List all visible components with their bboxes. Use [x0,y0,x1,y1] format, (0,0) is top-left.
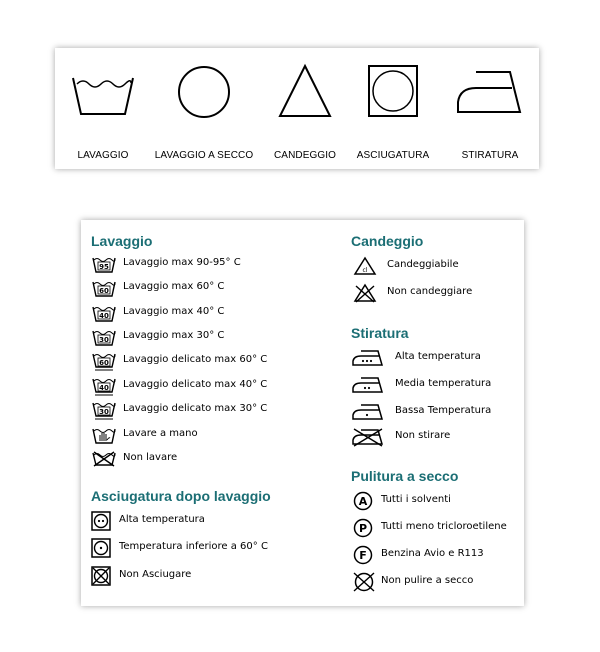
symbol-lavaggio-secco [149,62,259,172]
svg-text:95: 95 [99,262,109,271]
svg-text:P: P [358,522,368,535]
symbol-label: STIRATURA [461,150,519,161]
tumble-dry-icon [363,62,423,122]
dry-clean-p-icon [353,518,373,538]
no-iron-icon [351,427,385,447]
svg-text:40: 40 [99,383,109,392]
wash-delicate-40-icon [91,376,117,398]
circle-icon [174,62,234,122]
stiratura-title: Stiratura [351,325,409,341]
wash-delicate-30-icon [91,400,117,422]
symbol-stiratura [441,62,539,172]
no-tumble-dry-icon [91,566,111,586]
svg-text:cl: cl [362,267,368,274]
lavaggio-title: Lavaggio [91,233,153,249]
tumble-dry-low-icon [91,538,111,558]
no-bleach-icon [353,283,377,303]
symbol-asciugatura [343,62,443,172]
care-legend: Lavaggio 95 Lavaggio max 90-95° C 60 Lavaggio max 60° C 40 Lavaggio max 40° C 30 Lavaggio max 30° C 60 Lavaggio delicato max 60° C 40 Lavaggio delicato max 40° C 30 Lavaggio delicato max 30° C Lavare a mano Non lavare Asciugatura dopo lavaggio Alta temperatura Temperatura inferiore a 60° C Non Asciugare Candeggio cl Candeggiabile Non candeggiare Stiratura Alta temperatura Media temperatura Bassa Temperatura Non stirare Pulitura a secco A Tutti i solventi P Tutti meno tricloroetilene F Benzina Avio e R113 Non pulire a secco [81,220,524,606]
symbol-lavaggio [55,62,151,172]
asciugatura-title: Asciugatura dopo lavaggio [91,488,271,504]
svg-text:30: 30 [99,407,109,416]
wash-delicate-60-icon [91,351,117,373]
iron-high-icon [351,348,385,368]
wash-30-icon [91,327,117,347]
symbol-label: ASCIUGATURA [356,150,430,161]
pulitura-title: Pulitura a secco [351,468,459,484]
svg-text:60: 60 [99,358,109,367]
svg-text:30: 30 [99,335,109,344]
svg-text:F: F [359,549,367,562]
wash-tub-icon [65,62,141,122]
wash-95-icon [91,254,117,274]
wash-40-icon [91,303,117,323]
tumble-dry-high-icon [91,511,111,531]
svg-text:40: 40 [99,311,109,320]
dry-clean-f-icon [353,545,373,565]
svg-text:60: 60 [99,286,109,295]
bleach-icon [353,256,377,276]
iron-icon [452,62,528,122]
wash-60-icon [91,278,117,298]
symbol-label: CANDEGGIO [273,150,337,161]
iron-low-icon [351,402,385,422]
symbol-label: LAVAGGIO A SECCO [154,150,254,161]
svg-text:A: A [358,495,368,508]
triangle-icon [275,62,335,122]
care-symbols-overview [55,48,539,169]
symbol-label: LAVAGGIO [77,150,129,161]
no-dry-clean-icon [353,572,375,592]
dry-clean-a-icon [353,491,373,511]
no-wash-icon [91,449,117,469]
hand-wash-icon [91,425,117,445]
candeggio-title: Candeggio [351,233,424,249]
iron-medium-icon [351,375,385,395]
